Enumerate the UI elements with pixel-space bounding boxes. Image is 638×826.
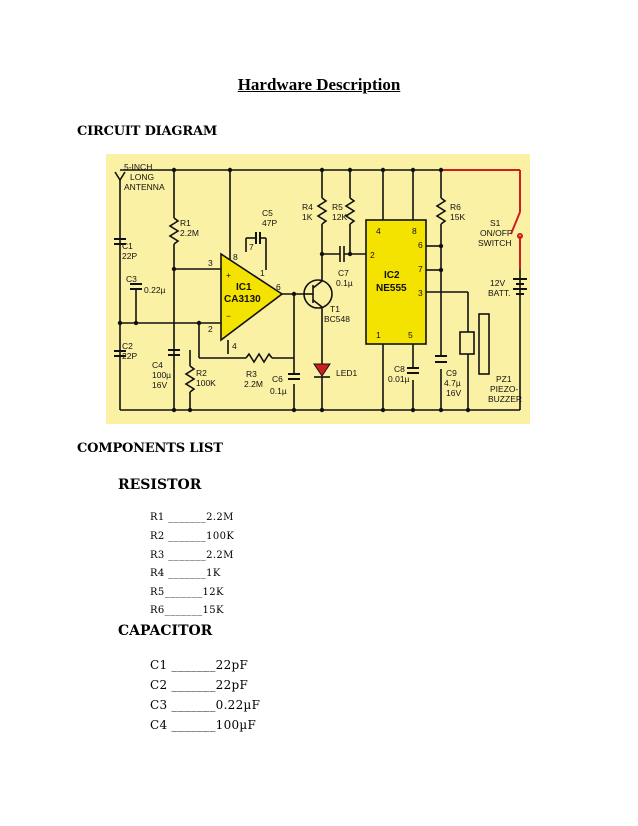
svg-text:C3: C3 bbox=[126, 274, 137, 284]
svg-text:47P: 47P bbox=[262, 218, 278, 228]
capacitor-heading: CAPACITOR bbox=[118, 623, 213, 639]
svg-text:IC2: IC2 bbox=[384, 270, 400, 281]
circuit-diagram-heading: CIRCUIT DIAGRAM bbox=[77, 124, 218, 139]
svg-text:R5: R5 bbox=[332, 202, 343, 212]
svg-text:R4: R4 bbox=[302, 202, 313, 212]
svg-text:LED1: LED1 bbox=[336, 368, 358, 378]
resistor-item: R4 _______1K bbox=[150, 568, 221, 579]
svg-text:15K: 15K bbox=[450, 212, 466, 222]
circuit-diagram bbox=[106, 154, 530, 424]
svg-text:16V: 16V bbox=[152, 380, 168, 390]
svg-text:T1: T1 bbox=[330, 304, 340, 314]
svg-text:BC548: BC548 bbox=[324, 314, 350, 324]
components-list-heading: COMPONENTS LIST bbox=[77, 441, 223, 456]
svg-text:C2: C2 bbox=[122, 341, 133, 351]
svg-text:7: 7 bbox=[249, 242, 254, 252]
page-title: Hardware Description bbox=[237, 75, 401, 94]
svg-text:2.2M: 2.2M bbox=[180, 228, 199, 238]
svg-text:100µ: 100µ bbox=[152, 370, 172, 380]
svg-text:R2: R2 bbox=[196, 368, 207, 378]
svg-text:C6: C6 bbox=[272, 374, 283, 384]
resistor-heading: RESISTOR bbox=[118, 477, 202, 493]
svg-text:R6: R6 bbox=[450, 202, 461, 212]
diagram-background bbox=[106, 154, 530, 424]
ic2-box bbox=[366, 220, 426, 344]
svg-text:22P: 22P bbox=[122, 251, 138, 261]
resistor-item: R2 _______100K bbox=[150, 531, 235, 542]
svg-text:ON/OFF: ON/OFF bbox=[480, 228, 513, 238]
capacitor-item: C4 _______100µF bbox=[150, 718, 257, 732]
svg-text:−: − bbox=[226, 311, 231, 321]
svg-text:PIEZO-: PIEZO- bbox=[490, 384, 519, 394]
svg-text:4: 4 bbox=[376, 226, 381, 236]
svg-text:C5: C5 bbox=[262, 208, 273, 218]
svg-text:S1: S1 bbox=[490, 218, 501, 228]
svg-text:C8: C8 bbox=[394, 364, 405, 374]
capacitor-item: C3 _______0.22µF bbox=[150, 698, 261, 712]
capacitor-item: C2 _______22pF bbox=[150, 678, 249, 692]
svg-text:CA3130: CA3130 bbox=[224, 294, 261, 305]
resistor-item: R1 _______2.2M bbox=[150, 512, 234, 523]
svg-text:5-INCH: 5-INCH bbox=[124, 162, 153, 172]
svg-text:3: 3 bbox=[418, 288, 423, 298]
svg-text:C7: C7 bbox=[338, 268, 349, 278]
svg-text:NE555: NE555 bbox=[376, 283, 407, 294]
svg-text:5: 5 bbox=[408, 330, 413, 340]
svg-text:0.01µ: 0.01µ bbox=[388, 374, 410, 384]
svg-text:2.2M: 2.2M bbox=[244, 379, 263, 389]
svg-text:R3: R3 bbox=[246, 369, 257, 379]
svg-text:1: 1 bbox=[260, 268, 265, 278]
capacitor-item: C1 _______22pF bbox=[150, 658, 249, 672]
svg-text:0.1µ: 0.1µ bbox=[270, 386, 287, 396]
svg-text:SWITCH: SWITCH bbox=[478, 238, 512, 248]
svg-text:4.7µ: 4.7µ bbox=[444, 378, 461, 388]
svg-text:3: 3 bbox=[208, 258, 213, 268]
svg-text:0.22µ: 0.22µ bbox=[144, 285, 166, 295]
svg-text:6: 6 bbox=[418, 240, 423, 250]
svg-text:7: 7 bbox=[418, 264, 423, 274]
svg-text:BATT.: BATT. bbox=[488, 288, 511, 298]
svg-text:+: + bbox=[226, 270, 231, 280]
svg-text:2: 2 bbox=[370, 250, 375, 260]
svg-text:16V: 16V bbox=[446, 388, 462, 398]
svg-text:IC1: IC1 bbox=[236, 282, 252, 293]
svg-text:2: 2 bbox=[208, 324, 213, 334]
svg-text:100K: 100K bbox=[196, 378, 216, 388]
svg-text:22P: 22P bbox=[122, 351, 138, 361]
svg-text:C1: C1 bbox=[122, 241, 133, 251]
svg-text:1K: 1K bbox=[302, 212, 313, 222]
resistor-item: R6_______15K bbox=[150, 605, 224, 616]
svg-text:8: 8 bbox=[233, 252, 238, 262]
svg-text:R1: R1 bbox=[180, 218, 191, 228]
svg-text:BUZZER: BUZZER bbox=[488, 394, 522, 404]
svg-text:PZ1: PZ1 bbox=[496, 374, 512, 384]
svg-text:C4: C4 bbox=[152, 360, 163, 370]
svg-text:LONG: LONG bbox=[130, 172, 155, 182]
resistor-item: R5_______12K bbox=[150, 587, 224, 598]
svg-text:8: 8 bbox=[412, 226, 417, 236]
svg-text:12V: 12V bbox=[490, 278, 506, 288]
svg-text:0.1µ: 0.1µ bbox=[336, 278, 353, 288]
svg-text:ANTENNA: ANTENNA bbox=[124, 182, 165, 192]
svg-text:6: 6 bbox=[276, 282, 281, 292]
svg-text:C9: C9 bbox=[446, 368, 457, 378]
svg-text:1: 1 bbox=[376, 330, 381, 340]
resistor-item: R3 _______2.2M bbox=[150, 550, 234, 561]
svg-text:12K: 12K bbox=[332, 212, 348, 222]
svg-text:4: 4 bbox=[232, 341, 237, 351]
